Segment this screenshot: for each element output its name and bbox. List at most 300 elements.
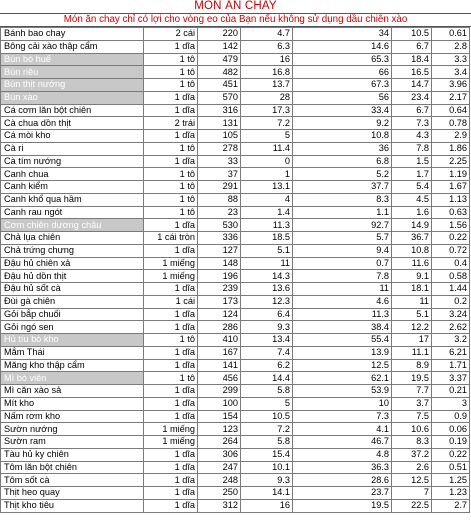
value-cell-2[interactable]: 5.8 (241, 436, 293, 449)
value-cell-1[interactable]: 482 (198, 66, 241, 79)
table-row[interactable] (1, 499, 470, 512)
serving-unit-cell[interactable]: 1 cái tròn (144, 232, 198, 245)
value-cell-3[interactable]: 36 (293, 142, 392, 155)
value-cell-4[interactable]: 12.5 (392, 474, 432, 487)
value-cell-5[interactable]: 1.13 (432, 193, 470, 206)
serving-unit-cell[interactable]: 1 miếng (144, 423, 198, 436)
value-cell-1[interactable]: 124 (198, 308, 241, 321)
value-cell-2[interactable]: 7.2 (241, 117, 293, 130)
value-cell-2[interactable]: 9.3 (241, 321, 293, 334)
value-cell-2[interactable]: 7.4 (241, 346, 293, 359)
value-cell-1[interactable]: 278 (198, 142, 241, 155)
table-row[interactable] (1, 206, 470, 219)
value-cell-3[interactable]: 12.5 (293, 359, 392, 372)
value-cell-1[interactable]: 291 (198, 181, 241, 194)
value-cell-1[interactable]: 306 (198, 448, 241, 461)
value-cell-2[interactable]: 5.8 (241, 385, 293, 398)
value-cell-4[interactable]: 18.4 (392, 53, 432, 66)
table-row[interactable] (1, 155, 470, 168)
value-cell-1[interactable]: 123 (198, 423, 241, 436)
value-cell-1[interactable]: 247 (198, 461, 241, 474)
value-cell-3[interactable]: 28.6 (293, 474, 392, 487)
value-cell-1[interactable]: 100 (198, 397, 241, 410)
value-cell-5[interactable]: 0.63 (432, 206, 470, 219)
value-cell-2[interactable]: 1 (241, 168, 293, 181)
value-cell-4[interactable]: 1.5 (392, 155, 432, 168)
table-row[interactable] (1, 385, 470, 398)
value-cell-1[interactable]: 456 (198, 372, 241, 385)
value-cell-5[interactable]: 2.25 (432, 155, 470, 168)
value-cell-5[interactable]: 1.86 (432, 142, 470, 155)
value-cell-5[interactable]: 3.96 (432, 79, 470, 92)
value-cell-1[interactable]: 173 (198, 295, 241, 308)
table-row[interactable] (1, 117, 470, 130)
value-cell-1[interactable]: 248 (198, 474, 241, 487)
value-cell-2[interactable]: 6.2 (241, 359, 293, 372)
value-cell-1[interactable]: 127 (198, 244, 241, 257)
value-cell-3[interactable]: 4.8 (293, 448, 392, 461)
value-cell-2[interactable]: 6.3 (241, 40, 293, 53)
value-cell-3[interactable]: 8.3 (293, 193, 392, 206)
value-cell-2[interactable]: 10.1 (241, 461, 293, 474)
value-cell-3[interactable]: 66 (293, 66, 392, 79)
value-cell-5[interactable]: 1.19 (432, 168, 470, 181)
dish-name-cell[interactable]: Sườn nướng (1, 423, 144, 436)
value-cell-5[interactable]: 0.58 (432, 270, 470, 283)
value-cell-3[interactable]: 55.4 (293, 334, 392, 347)
value-cell-4[interactable]: 4.3 (392, 130, 432, 143)
value-cell-2[interactable]: 12.3 (241, 295, 293, 308)
value-cell-5[interactable]: 0.61 (432, 28, 470, 41)
value-cell-1[interactable]: 264 (198, 436, 241, 449)
table-row[interactable] (1, 142, 470, 155)
table-row[interactable] (1, 40, 470, 53)
table-row[interactable] (1, 474, 470, 487)
value-cell-2[interactable]: 13.7 (241, 79, 293, 92)
value-cell-3[interactable]: 4.6 (293, 295, 392, 308)
table-row[interactable] (1, 321, 470, 334)
serving-unit-cell[interactable]: 1 tô (144, 181, 198, 194)
value-cell-5[interactable]: 3.2 (432, 334, 470, 347)
table-row[interactable] (1, 232, 470, 245)
value-cell-3[interactable]: 37.7 (293, 181, 392, 194)
dish-name-cell[interactable]: Gỏi ngó sen (1, 321, 144, 334)
value-cell-3[interactable]: 62.1 (293, 372, 392, 385)
value-cell-4[interactable]: 2.6 (392, 461, 432, 474)
value-cell-5[interactable]: 1.44 (432, 283, 470, 296)
table-row[interactable] (1, 181, 470, 194)
serving-unit-cell[interactable]: 1 dĩa (144, 385, 198, 398)
serving-unit-cell[interactable]: 2 trái (144, 117, 198, 130)
serving-unit-cell[interactable]: 1 dĩa (144, 410, 198, 423)
value-cell-4[interactable]: 3.7 (392, 397, 432, 410)
value-cell-1[interactable]: 286 (198, 321, 241, 334)
value-cell-4[interactable]: 18.1 (392, 283, 432, 296)
value-cell-5[interactable]: 0.22 (432, 448, 470, 461)
value-cell-3[interactable]: 1.1 (293, 206, 392, 219)
serving-unit-cell[interactable]: 1 tô (144, 79, 198, 92)
value-cell-3[interactable]: 38.4 (293, 321, 392, 334)
dish-name-cell[interactable]: Bún riêu (1, 66, 144, 79)
serving-unit-cell[interactable]: 1 dĩa (144, 321, 198, 334)
table-row[interactable] (1, 53, 470, 66)
value-cell-2[interactable]: 17.3 (241, 104, 293, 117)
value-cell-5[interactable]: 0.21 (432, 385, 470, 398)
value-cell-5[interactable]: 3.3 (432, 53, 470, 66)
value-cell-3[interactable]: 19.5 (293, 499, 392, 512)
dish-name-cell[interactable]: Sườn ram (1, 436, 144, 449)
dish-name-cell[interactable]: Đùi gà chiên (1, 295, 144, 308)
value-cell-1[interactable]: 142 (198, 40, 241, 53)
value-cell-3[interactable]: 11 (293, 283, 392, 296)
table-row[interactable] (1, 448, 470, 461)
value-cell-3[interactable]: 9.4 (293, 244, 392, 257)
dish-name-cell[interactable]: Hủ tíu bò kho (1, 334, 144, 347)
serving-unit-cell[interactable]: 1 dĩa (144, 91, 198, 104)
value-cell-1[interactable]: 312 (198, 499, 241, 512)
serving-unit-cell[interactable]: 1 dĩa (144, 283, 198, 296)
serving-unit-cell[interactable]: 1 tô (144, 193, 198, 206)
value-cell-5[interactable]: 0.22 (432, 232, 470, 245)
dish-name-cell[interactable]: Bún bò huế (1, 53, 144, 66)
table-row[interactable] (1, 28, 470, 41)
value-cell-3[interactable]: 5.7 (293, 232, 392, 245)
value-cell-4[interactable]: 5.4 (392, 181, 432, 194)
serving-unit-cell[interactable]: 1 dĩa (144, 219, 198, 232)
value-cell-2[interactable]: 5 (241, 130, 293, 143)
serving-unit-cell[interactable]: 1 dĩa (144, 499, 198, 512)
value-cell-2[interactable]: 4.7 (241, 28, 293, 41)
value-cell-4[interactable]: 37.2 (392, 448, 432, 461)
dish-name-cell[interactable]: Đậu hủ dồn thịt (1, 270, 144, 283)
value-cell-1[interactable]: 37 (198, 168, 241, 181)
value-cell-5[interactable]: 2.17 (432, 91, 470, 104)
serving-unit-cell[interactable]: 1 tô (144, 206, 198, 219)
value-cell-2[interactable]: 13.4 (241, 334, 293, 347)
value-cell-1[interactable]: 570 (198, 91, 241, 104)
value-cell-1[interactable]: 299 (198, 385, 241, 398)
table-row[interactable] (1, 359, 470, 372)
value-cell-2[interactable]: 0 (241, 155, 293, 168)
value-cell-4[interactable]: 22.5 (392, 499, 432, 512)
value-cell-2[interactable]: 1.4 (241, 206, 293, 219)
value-cell-5[interactable]: 0.78 (432, 117, 470, 130)
dish-name-cell[interactable]: Thịt kho tiêu (1, 499, 144, 512)
value-cell-5[interactable]: 3 (432, 397, 470, 410)
value-cell-4[interactable]: 4.5 (392, 193, 432, 206)
serving-unit-cell[interactable]: 1 dĩa (144, 40, 198, 53)
serving-unit-cell[interactable]: 1 cái (144, 295, 198, 308)
value-cell-1[interactable]: 167 (198, 346, 241, 359)
value-cell-2[interactable]: 11 (241, 257, 293, 270)
value-cell-2[interactable]: 11.3 (241, 219, 293, 232)
dish-name-cell[interactable]: Mì bò viên (1, 372, 144, 385)
dish-name-cell[interactable]: Chả trứng chưng (1, 244, 144, 257)
value-cell-3[interactable]: 11.3 (293, 308, 392, 321)
value-cell-3[interactable]: 33.4 (293, 104, 392, 117)
dish-name-cell[interactable]: Cà ri (1, 142, 144, 155)
dish-name-cell[interactable]: Mít kho (1, 397, 144, 410)
value-cell-5[interactable]: 3.4 (432, 66, 470, 79)
value-cell-3[interactable]: 67.3 (293, 79, 392, 92)
value-cell-5[interactable]: 0.64 (432, 104, 470, 117)
value-cell-2[interactable]: 28 (241, 91, 293, 104)
table-row[interactable] (1, 423, 470, 436)
value-cell-2[interactable]: 6.4 (241, 308, 293, 321)
serving-unit-cell[interactable]: 1 tô (144, 53, 198, 66)
dish-name-cell[interactable]: Đậu hủ chiên xả (1, 257, 144, 270)
table-row[interactable] (1, 257, 470, 270)
value-cell-4[interactable]: 17 (392, 334, 432, 347)
value-cell-4[interactable]: 19.5 (392, 372, 432, 385)
table-row[interactable] (1, 461, 470, 474)
table-row[interactable] (1, 244, 470, 257)
dish-name-cell[interactable]: Canh rau ngót (1, 206, 144, 219)
value-cell-1[interactable]: 141 (198, 359, 241, 372)
serving-unit-cell[interactable]: 1 miếng (144, 436, 198, 449)
value-cell-1[interactable]: 410 (198, 334, 241, 347)
serving-unit-cell[interactable]: 1 tô (144, 66, 198, 79)
dish-name-cell[interactable]: Thịt heo quay (1, 487, 144, 500)
table-row[interactable] (1, 308, 470, 321)
serving-unit-cell[interactable]: 1 dĩa (144, 487, 198, 500)
value-cell-4[interactable]: 12.2 (392, 321, 432, 334)
value-cell-2[interactable]: 10.5 (241, 410, 293, 423)
value-cell-3[interactable]: 36.3 (293, 461, 392, 474)
value-cell-5[interactable]: 0.19 (432, 436, 470, 449)
value-cell-3[interactable]: 34 (293, 28, 392, 41)
value-cell-2[interactable]: 5 (241, 397, 293, 410)
value-cell-5[interactable]: 2.7 (432, 499, 470, 512)
value-cell-5[interactable]: 1.23 (432, 487, 470, 500)
value-cell-1[interactable]: 451 (198, 79, 241, 92)
serving-unit-cell[interactable]: 1 dĩa (144, 461, 198, 474)
value-cell-3[interactable]: 46.7 (293, 436, 392, 449)
value-cell-3[interactable]: 7.3 (293, 410, 392, 423)
value-cell-2[interactable]: 7.2 (241, 423, 293, 436)
value-cell-2[interactable]: 14.4 (241, 372, 293, 385)
value-cell-3[interactable]: 10 (293, 397, 392, 410)
value-cell-4[interactable]: 7.7 (392, 385, 432, 398)
dish-name-cell[interactable]: Tôm lăn bột chiên (1, 461, 144, 474)
dish-name-cell[interactable]: Cà chua dồn thịt (1, 117, 144, 130)
value-cell-1[interactable]: 148 (198, 257, 241, 270)
value-cell-2[interactable]: 16.8 (241, 66, 293, 79)
value-cell-5[interactable]: 1.71 (432, 359, 470, 372)
value-cell-4[interactable]: 23.4 (392, 91, 432, 104)
table-row[interactable] (1, 397, 470, 410)
table-row[interactable] (1, 436, 470, 449)
dish-name-cell[interactable]: Bún thịt nướng (1, 79, 144, 92)
serving-unit-cell[interactable]: 1 tô (144, 334, 198, 347)
serving-unit-cell[interactable]: 2 cái (144, 28, 198, 41)
value-cell-2[interactable]: 4 (241, 193, 293, 206)
value-cell-3[interactable]: 13.9 (293, 346, 392, 359)
value-cell-5[interactable]: 0.9 (432, 410, 470, 423)
value-cell-4[interactable]: 10.8 (392, 244, 432, 257)
table-row[interactable] (1, 283, 470, 296)
serving-unit-cell[interactable]: 1 dĩa (144, 346, 198, 359)
dish-name-cell[interactable]: Bông cải xào thập cẩm (1, 40, 144, 53)
value-cell-5[interactable]: 3.24 (432, 308, 470, 321)
value-cell-2[interactable]: 13.1 (241, 181, 293, 194)
value-cell-2[interactable]: 11.4 (241, 142, 293, 155)
value-cell-4[interactable]: 7.5 (392, 410, 432, 423)
table-row[interactable] (1, 372, 470, 385)
table-row[interactable] (1, 487, 470, 500)
table-row[interactable] (1, 410, 470, 423)
table-row[interactable] (1, 130, 470, 143)
serving-unit-cell[interactable]: 1 dĩa (144, 308, 198, 321)
value-cell-3[interactable]: 14.6 (293, 40, 392, 53)
value-cell-5[interactable]: 2.9 (432, 130, 470, 143)
value-cell-2[interactable]: 9.3 (241, 474, 293, 487)
serving-unit-cell[interactable]: 1 tô (144, 168, 198, 181)
dish-name-cell[interactable]: Nấm rơm kho (1, 410, 144, 423)
value-cell-5[interactable]: 0.72 (432, 244, 470, 257)
dish-name-cell[interactable]: Chả lụa chiên (1, 232, 144, 245)
table-row[interactable] (1, 270, 470, 283)
value-cell-5[interactable]: 6.21 (432, 346, 470, 359)
value-cell-1[interactable]: 239 (198, 283, 241, 296)
value-cell-5[interactable]: 1.25 (432, 474, 470, 487)
value-cell-4[interactable]: 14.7 (392, 79, 432, 92)
table-row[interactable] (1, 91, 470, 104)
value-cell-5[interactable]: 1.67 (432, 181, 470, 194)
dish-name-cell[interactable]: Canh kiểm (1, 181, 144, 194)
value-cell-5[interactable]: 0.4 (432, 257, 470, 270)
value-cell-1[interactable]: 250 (198, 487, 241, 500)
value-cell-4[interactable]: 11.1 (392, 346, 432, 359)
value-cell-3[interactable]: 56 (293, 91, 392, 104)
value-cell-1[interactable]: 154 (198, 410, 241, 423)
value-cell-4[interactable]: 1.6 (392, 206, 432, 219)
dish-name-cell[interactable]: Cá cơm lăn bột chiên (1, 104, 144, 117)
value-cell-2[interactable]: 18.5 (241, 232, 293, 245)
value-cell-4[interactable]: 1.7 (392, 168, 432, 181)
value-cell-2[interactable]: 15.4 (241, 448, 293, 461)
value-cell-5[interactable]: 2.62 (432, 321, 470, 334)
value-cell-4[interactable]: 16.5 (392, 66, 432, 79)
value-cell-3[interactable]: 0.7 (293, 257, 392, 270)
serving-unit-cell[interactable]: 1 miếng (144, 257, 198, 270)
value-cell-4[interactable]: 14.9 (392, 219, 432, 232)
value-cell-2[interactable]: 14.1 (241, 487, 293, 500)
serving-unit-cell[interactable]: 1 dĩa (144, 244, 198, 257)
value-cell-5[interactable]: 0.06 (432, 423, 470, 436)
value-cell-5[interactable]: 1.56 (432, 219, 470, 232)
value-cell-4[interactable]: 6.7 (392, 104, 432, 117)
value-cell-4[interactable]: 7.8 (392, 142, 432, 155)
value-cell-3[interactable]: 53.9 (293, 385, 392, 398)
value-cell-5[interactable]: 3.37 (432, 372, 470, 385)
value-cell-5[interactable]: 0.2 (432, 295, 470, 308)
value-cell-1[interactable]: 105 (198, 130, 241, 143)
dish-name-cell[interactable]: Mắm Thái (1, 346, 144, 359)
value-cell-4[interactable]: 8.3 (392, 436, 432, 449)
table-row[interactable] (1, 168, 470, 181)
value-cell-2[interactable]: 13.6 (241, 283, 293, 296)
value-cell-3[interactable]: 4.1 (293, 423, 392, 436)
dish-name-cell[interactable]: Bún xào (1, 91, 144, 104)
value-cell-1[interactable]: 479 (198, 53, 241, 66)
value-cell-5[interactable]: 2.8 (432, 40, 470, 53)
serving-unit-cell[interactable]: 1 miếng (144, 270, 198, 283)
value-cell-2[interactable]: 5.1 (241, 244, 293, 257)
serving-unit-cell[interactable]: 1 dĩa (144, 397, 198, 410)
value-cell-3[interactable]: 6.8 (293, 155, 392, 168)
value-cell-4[interactable]: 11.6 (392, 257, 432, 270)
serving-unit-cell[interactable]: 1 tô (144, 142, 198, 155)
value-cell-4[interactable]: 6.7 (392, 40, 432, 53)
serving-unit-cell[interactable]: 1 dĩa (144, 359, 198, 372)
value-cell-4[interactable]: 7 (392, 487, 432, 500)
value-cell-4[interactable]: 5.1 (392, 308, 432, 321)
value-cell-1[interactable]: 131 (198, 117, 241, 130)
value-cell-1[interactable]: 336 (198, 232, 241, 245)
value-cell-1[interactable]: 23 (198, 206, 241, 219)
dish-name-cell[interactable]: Đậu hủ sốt cà (1, 283, 144, 296)
value-cell-5[interactable]: 0.51 (432, 461, 470, 474)
dish-name-cell[interactable]: Cá mòi kho (1, 130, 144, 143)
table-row[interactable] (1, 66, 470, 79)
value-cell-1[interactable]: 88 (198, 193, 241, 206)
table-row[interactable] (1, 219, 470, 232)
value-cell-4[interactable]: 10.5 (392, 28, 432, 41)
value-cell-4[interactable]: 9.1 (392, 270, 432, 283)
dish-name-cell[interactable]: Cơm chiên dương châu (1, 219, 144, 232)
value-cell-1[interactable]: 196 (198, 270, 241, 283)
table-row[interactable] (1, 295, 470, 308)
value-cell-3[interactable]: 9.2 (293, 117, 392, 130)
serving-unit-cell[interactable]: 1 dĩa (144, 130, 198, 143)
dish-name-cell[interactable]: Canh chua (1, 168, 144, 181)
value-cell-3[interactable]: 65.3 (293, 53, 392, 66)
table-row[interactable] (1, 346, 470, 359)
dish-name-cell[interactable]: Tôm sốt cà (1, 474, 144, 487)
value-cell-4[interactable]: 8.9 (392, 359, 432, 372)
dish-name-cell[interactable]: Cà tím nướng (1, 155, 144, 168)
value-cell-1[interactable]: 33 (198, 155, 241, 168)
value-cell-1[interactable]: 220 (198, 28, 241, 41)
serving-unit-cell[interactable]: 1 dĩa (144, 448, 198, 461)
value-cell-4[interactable]: 10.6 (392, 423, 432, 436)
value-cell-3[interactable]: 7.8 (293, 270, 392, 283)
value-cell-3[interactable]: 23.7 (293, 487, 392, 500)
serving-unit-cell[interactable]: 1 dĩa (144, 474, 198, 487)
dish-name-cell[interactable]: Mì căn xào sả (1, 385, 144, 398)
dish-name-cell[interactable]: Gỏi bắp chuối (1, 308, 144, 321)
serving-unit-cell[interactable]: 1 tô (144, 372, 198, 385)
value-cell-1[interactable]: 316 (198, 104, 241, 117)
value-cell-3[interactable]: 5.2 (293, 168, 392, 181)
dish-name-cell[interactable]: Tàu hủ ky chiên (1, 448, 144, 461)
dish-name-cell[interactable]: Canh khổ qua hầm (1, 193, 144, 206)
table-row[interactable] (1, 104, 470, 117)
value-cell-2[interactable]: 16 (241, 499, 293, 512)
table-row[interactable] (1, 334, 470, 347)
serving-unit-cell[interactable]: 1 dĩa (144, 104, 198, 117)
value-cell-4[interactable]: 7.3 (392, 117, 432, 130)
table-row[interactable] (1, 193, 470, 206)
dish-name-cell[interactable]: Bánh bao chay (1, 28, 144, 41)
value-cell-2[interactable]: 14.3 (241, 270, 293, 283)
value-cell-4[interactable]: 11 (392, 295, 432, 308)
value-cell-1[interactable]: 530 (198, 219, 241, 232)
dish-name-cell[interactable]: Măng kho thập cẩm (1, 359, 144, 372)
value-cell-2[interactable]: 16 (241, 53, 293, 66)
value-cell-4[interactable]: 36.7 (392, 232, 432, 245)
